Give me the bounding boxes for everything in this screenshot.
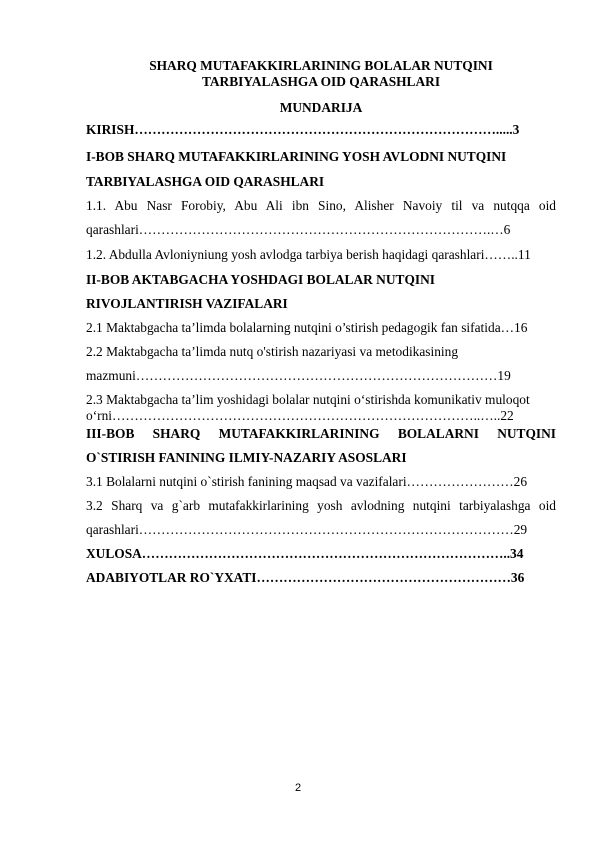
toc-chapter-2-heading: II-BOB AKTABGACHA YOSHDAGI BOLALAR NUTQINI	[86, 272, 435, 287]
document-title-line-2: TARBIYALASHGA OID QARASHLARI	[201, 74, 441, 89]
toc-entry-adabiyotlar: ADABIYOTLAR RO`YXATI…………………………………………………36	[86, 570, 525, 585]
toc-entry-2-2-cont: mazmuni………………………………………………………………………19	[86, 368, 511, 383]
toc-entry-3-2: 3.2 Sharq va g`arb mutafakkirlarining yosh avlodning nutqini tarbiyalashga oid	[86, 498, 556, 513]
toc-entry-1-2: 1.2. Abdulla Avloniyniung yosh avlodga tarbiya berish haqidagi qarashlari……..11	[86, 247, 531, 262]
toc-entry-kirish: KIRISH……………………………………………………………………….....3	[86, 122, 520, 137]
contents-heading: MUNDARIJA	[279, 100, 363, 115]
toc-chapter-3-heading-cont: O`STIRISH FANINING ILMIY-NAZARIY ASOSLARI	[86, 450, 407, 465]
document-title-line-1: SHARQ MUTAFAKKIRLARINING BOLALAR NUTQINI	[149, 58, 493, 73]
toc-entry-2-1: 2.1 Maktabgacha ta’limda bolalarning nutqini o’stirish pedagogik fan sifatida…16	[86, 320, 528, 335]
toc-chapter-1-heading: I-BOB SHARQ MUTAFAKKIRLARINING YOSH AVLODNI NUTQINI	[86, 149, 507, 164]
toc-entry-2-2: 2.2 Maktabgacha ta’limda nutq o'stirish nazariyasi va metodikasining	[86, 344, 459, 359]
toc-entry-1-1: 1.1. Abu Nasr Forobiy, Abu Ali ibn Sino, Alisher Navoiy til va nutqqa oid	[86, 198, 556, 213]
toc-chapter-3-heading: III-BOB SHARQ MUTAFAKKIRLARINING BOLALARNI NUTQINI	[86, 426, 556, 441]
toc-entry-3-1: 3.1 Bolalarni nutqini o`stirish fanining maqsad va vazifalari……………………26	[86, 474, 528, 489]
toc-chapter-2-heading-cont: RIVOJLANTIRISH VAZIFALARI	[86, 296, 288, 311]
toc-entry-xulosa: XULOSA………………………………………………………………………..34	[86, 546, 524, 561]
page-number: 2	[294, 782, 302, 794]
toc-entry-2-3: 2.3 Maktabgacha ta’lim yoshidagi bolalar nutqini o‘stirishda komunikativ muloqot	[86, 392, 530, 407]
toc-entry-1-1-cont: qarashlari…………………………………………………………………….…6	[86, 222, 511, 237]
toc-entry-2-3-cont: o‘rni………………………………………………………………………..…..22	[86, 408, 514, 423]
toc-chapter-1-heading-cont: TARBIYALASHGA OID QARASHLARI	[86, 174, 325, 189]
toc-entry-3-2-cont: qarashlari…………………………………………………………………………29	[86, 522, 528, 537]
